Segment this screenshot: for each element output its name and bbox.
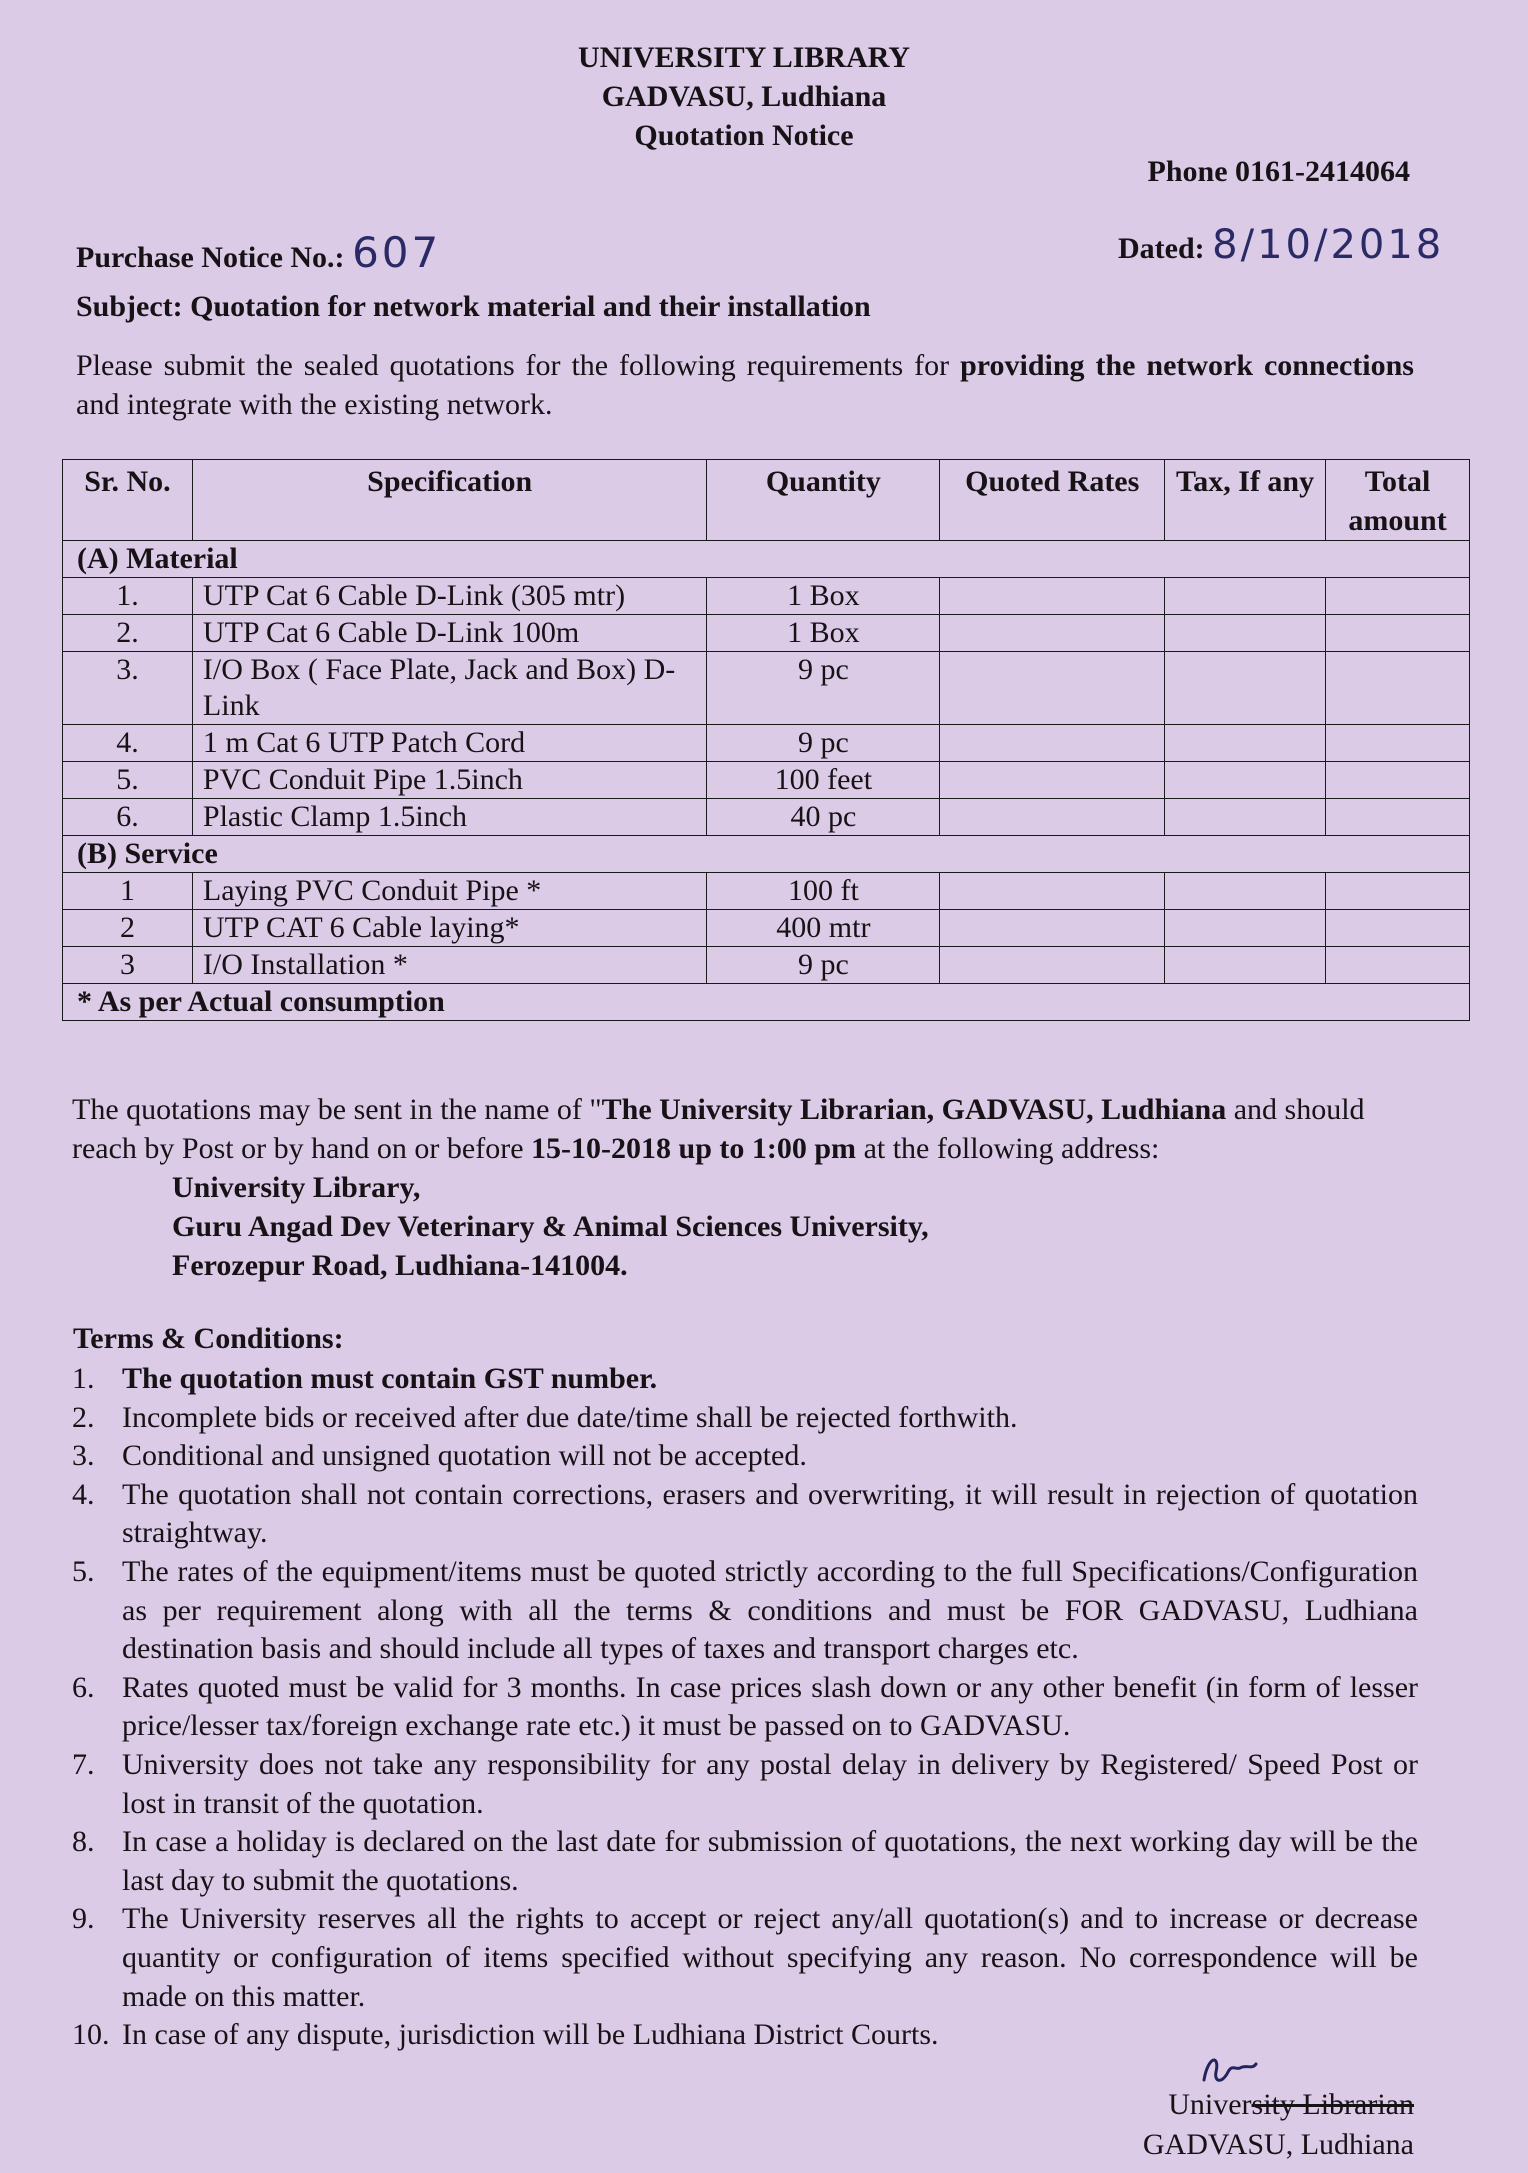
cell-total [1326,652,1470,725]
col-header-tax: Tax, If any [1165,460,1326,541]
cell-sr: 3. [63,652,193,725]
submission-addressee: The University Librarian, GADVASU, Ludhiana [601,1093,1227,1126]
cell-tax [1165,652,1326,725]
submission-text-1: The quotations may be sent in the name of " [72,1093,602,1126]
cell-total [1326,799,1470,836]
signatory-title [1168,2088,1414,2122]
cell-tax [1165,578,1326,615]
table-row [63,799,1470,836]
cell-total [1326,615,1470,652]
section-row-service [63,836,1470,873]
col-header-quoted-rates: Quoted Rates [940,460,1165,541]
table-row [63,725,1470,762]
table-row [63,578,1470,615]
cell-spec: UTP Cat 6 Cable D-Link (305 mtr) [192,578,707,615]
cell-tax [1165,762,1326,799]
intro-text-2: and integrate with the existing network. [76,388,553,421]
cell-sr: 1 [63,873,193,910]
term-number: 4. [72,1477,95,1511]
cell-sr: 3 [63,947,193,984]
cell-quoted-rate [940,615,1165,652]
term-number: 10. [72,2018,110,2052]
cell-tax [1165,725,1326,762]
col-header-total: Total amount [1326,460,1470,541]
term-text: Rates quoted must be valid for 3 months. In case prices slash down or any other benefit (in form of lesser price/lesser tax/foreign exchange rate etc.) it must be passed on to GADVASU. [122,1670,1418,1743]
signatory-title-part1: Univer [1168,2088,1252,2121]
footnote-row [63,984,1470,1021]
term-text: The rates of the equipment/items must be quoted strictly according to the full Specifications/Configuration as per requirement along with all the terms & conditions and must be FOR GADVASU, Ludhiana destination basis and should include all types of taxes and transport charges etc. [122,1554,1418,1666]
cell-qty: 40 pc [707,799,940,836]
cell-qty: 100 ft [707,873,940,910]
term-number: 6. [72,1670,95,1704]
cell-qty: 400 mtr [707,910,940,947]
header-gadvasu: GADVASU, Ludhiana [601,80,887,113]
term-text: Incomplete bids or received after due date/time shall be rejected forthwith. [122,1400,1018,1434]
cell-total [1326,725,1470,762]
col-header-specification: Specification [192,460,707,541]
cell-total [1326,947,1470,984]
header-quotation-notice: Quotation Notice [634,119,854,152]
cell-tax [1165,947,1326,984]
intro-paragraph [76,346,1414,424]
term-number: 9. [72,1902,95,1936]
term-item [72,2016,1418,2055]
cell-qty: 9 pc [707,947,940,984]
signatory-title-part2: sity Librarian [1251,2088,1414,2121]
date-handwritten: 8/10/2018 [1212,222,1445,268]
section-service-label: (B) Service [63,836,1470,873]
requirements-table [62,459,1470,1021]
cell-total [1326,578,1470,615]
cell-quoted-rate [940,910,1165,947]
notice-number-handwritten: 607 [352,228,442,277]
term-item [72,1476,1418,1553]
cell-quoted-rate [940,947,1165,984]
cell-total [1326,910,1470,947]
cell-tax [1165,615,1326,652]
table-row [63,615,1470,652]
intro-bold: providing the network connections [960,349,1414,382]
cell-tax [1165,873,1326,910]
term-number: 8. [72,1825,95,1859]
address-line: University Library, [172,1171,421,1204]
cell-tax [1165,799,1326,836]
term-item [72,1746,1418,1823]
cell-sr: 4. [63,725,193,762]
cell-sr: 5. [63,762,193,799]
cell-spec: PVC Conduit Pipe 1.5inch [192,762,707,799]
cell-spec: 1 m Cat 6 UTP Patch Cord [192,725,707,762]
document-header [0,38,1488,155]
address-line: Guru Angad Dev Veterinary & Animal Sciences University, [172,1210,929,1243]
intro-text-1: Please submit the sealed quotations for the following requirements for [76,349,961,382]
phone-number: Phone 0161-2414064 [1147,155,1410,188]
cell-total [1326,762,1470,799]
dated-label: Dated: [1118,232,1205,265]
notice-label: Purchase Notice No.: [76,241,345,274]
col-header-sr: Sr. No. [63,460,193,541]
cell-spec: Laying PVC Conduit Pipe * [192,873,707,910]
term-text: Conditional and unsigned quotation will not be accepted. [122,1439,807,1473]
cell-spec: I/O Installation * [192,947,707,984]
submission-text-3: at the following address: [856,1132,1160,1165]
cell-qty: 1 Box [707,615,940,652]
term-item [72,1360,1418,1399]
terms-title: Terms & Conditions: [73,1322,344,1355]
term-text: The quotation shall not contain corrections, erasers and overwriting, it will result in rejection of quotation straightway. [122,1477,1418,1550]
table-row [63,910,1470,947]
term-number: 3. [72,1439,95,1473]
term-text: University does not take any responsibility for any postal delay in delivery by Registered/ Speed Post or lost in transit of the quotation. [122,1747,1418,1820]
cell-sr: 1. [63,578,193,615]
term-text: In case of any dispute, jurisdiction will be Ludhiana District Courts. [122,2018,939,2052]
term-number: 7. [72,1747,95,1781]
term-item [72,1437,1418,1476]
subject-line: Subject: Quotation for network material and their installation [76,290,871,323]
submission-deadline: 15-10-2018 up to 1:00 pm [531,1132,857,1165]
table-row [63,947,1470,984]
term-item [72,1399,1418,1438]
term-text: The University reserves all the rights to accept or reject any/all quotation(s) and to increase or decrease quantity or configuration of items specified without specifying any reason. No correspondence will be made on this matter. [122,1902,1418,2013]
cell-quoted-rate [940,652,1165,725]
terms-list [72,1360,1418,2055]
col-header-quantity: Quantity [707,460,940,541]
cell-total [1326,873,1470,910]
header-university-library: UNIVERSITY LIBRARY [577,41,911,74]
submission-text-2: and should reach by Post or by hand on or before [72,1093,1365,1165]
table-row [63,873,1470,910]
table-row [63,762,1470,799]
cell-spec: Plastic Clamp 1.5inch [192,799,707,836]
cell-qty: 9 pc [707,652,940,725]
cell-quoted-rate [940,578,1165,615]
cell-sr: 2 [63,910,193,947]
term-text: The quotation must contain GST number. [122,1362,658,1395]
cell-tax [1165,910,1326,947]
term-text: In case a holiday is declared on the last date for submission of quotations, the next working day will be the last day to submit the quotations. [122,1825,1418,1897]
term-item [72,1823,1418,1900]
cell-sr: 2. [63,615,193,652]
section-material-label: (A) Material [63,541,1470,578]
term-item [72,1553,1418,1669]
table-header-row [63,460,1470,541]
term-item [72,1669,1418,1746]
cell-qty: 100 feet [707,762,940,799]
cell-sr: 6. [63,799,193,836]
term-number: 2. [72,1400,95,1434]
section-row-material [63,541,1470,578]
cell-quoted-rate [940,799,1165,836]
table-footnote: * As per Actual consumption [63,984,1470,1021]
cell-qty: 9 pc [707,725,940,762]
purchase-notice-number [76,228,441,277]
cell-quoted-rate [940,762,1165,799]
cell-spec: I/O Box ( Face Plate, Jack and Box) D- Link [192,652,707,725]
postal-address [172,1168,929,1285]
cell-spec: UTP CAT 6 Cable laying* [192,910,707,947]
dated [1118,222,1444,268]
submission-paragraph [72,1090,1418,1168]
term-number: 1. [72,1362,95,1395]
cell-quoted-rate [940,725,1165,762]
cell-qty: 1 Box [707,578,940,615]
signatory-institution: GADVASU, Ludhiana [1142,2128,1414,2161]
term-number: 5. [72,1554,95,1588]
term-item [72,1900,1418,2016]
cell-spec: UTP Cat 6 Cable D-Link 100m [192,615,707,652]
table-row [63,652,1470,725]
cell-quoted-rate [940,873,1165,910]
address-line: Ferozepur Road, Ludhiana-141004. [172,1249,628,1282]
